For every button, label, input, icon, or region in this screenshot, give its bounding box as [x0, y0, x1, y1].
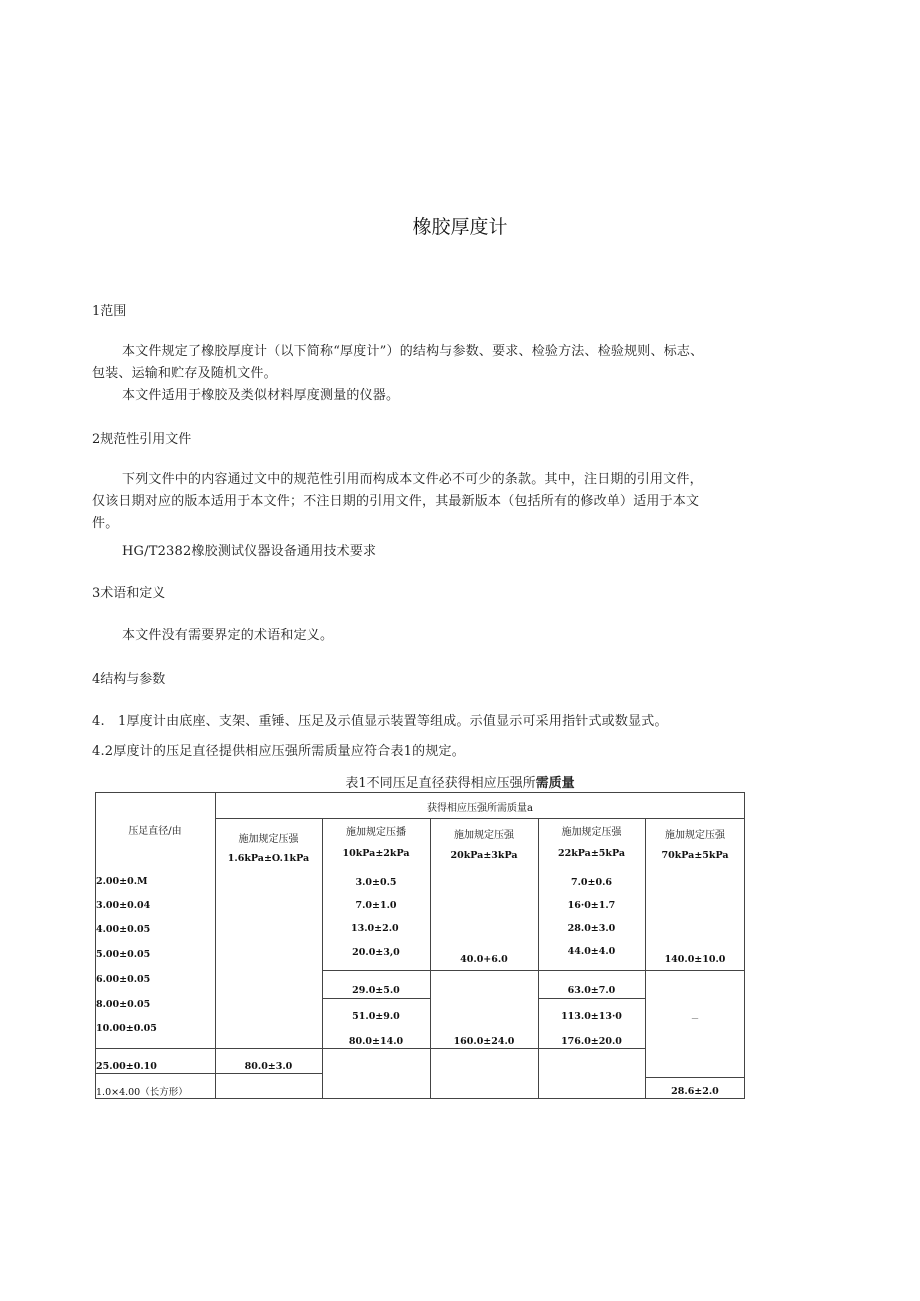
cell-70kpa: 28.6±2.0: [671, 1086, 719, 1097]
cell-70kpa: 140.0±10.0: [664, 954, 726, 965]
diameter-cell: 3.00±0.04: [96, 900, 151, 911]
table-border-left: [95, 792, 96, 1099]
table-border-bottom: [95, 1098, 745, 1099]
cell-70kpa-dash: —: [691, 1014, 699, 1022]
table-header-group-line: [215, 818, 745, 819]
section-1-para-1-line-1: 本文件规定了橡胶厚度计（以下简称“厚度计”）的结构与参数、要求、检验方法、检验规则、标志、: [122, 344, 704, 359]
cell-20kpa: 40.0+6.0: [460, 954, 508, 965]
col-10kpa-value: 10kPa±2kPa: [342, 848, 410, 859]
table-row-line-70k-a: [645, 970, 745, 971]
table-col-line-2: [322, 818, 323, 1099]
pressure-mass-table: [95, 792, 745, 1099]
col-20kpa-label: 施加规定压强: [454, 830, 514, 841]
normative-reference: HG/T2382橡胶测试仪器设备通用技术要求: [122, 544, 377, 559]
col-10kpa-label: 施加规定压播: [346, 827, 406, 838]
section-4-para-1: 4. 1厚度计由底座、支架、重锤、压足及示值显示装置等组成。示值显示可采用指针式或数显式。: [92, 714, 668, 729]
table-caption-text: 表1不同压足直径获得相应压强所: [345, 776, 536, 791]
table-header-group: 获得相应压强所需质量a: [427, 803, 533, 814]
table-row-line-rect-right: [645, 1077, 745, 1078]
section-1-para-1-line-2: 包装、运输和贮存及随机文件。: [92, 366, 277, 381]
col-20kpa-value: 20kPa±3kPa: [450, 850, 518, 861]
cell-22kpa: 113.0±13·0: [561, 1011, 622, 1022]
section-4-para-2: 4.2厚度计的压足直径提供相应压强所需质量应符合表1的规定。: [92, 744, 465, 759]
cell-22kpa: 28.0±3.0: [567, 923, 616, 934]
section-2-para-line-2: 仅该日期对应的版本适用于本文件；不注日期的引用文件，其最新版本（包括所有的修改单）适用于本文: [92, 494, 700, 509]
diameter-cell: 25.00±0.10: [96, 1061, 157, 1072]
col-70kpa-value: 70kPa±5kPa: [661, 850, 729, 861]
cell-1-6kpa: 80.0±3.0: [244, 1061, 293, 1072]
diameter-cell: 8.00±0.05: [96, 999, 151, 1010]
cell-10kpa: 3.0±0.5: [355, 877, 397, 888]
col-1-6kpa-label: 施加规定压强: [238, 834, 299, 845]
diameter-cell: 10.00±0.05: [96, 1023, 157, 1034]
section-1-heading: 1范围: [92, 304, 127, 319]
diameter-cell: 2.00±0.M: [96, 876, 148, 887]
table-row-line-20k-a: [430, 970, 538, 971]
section-3-heading: 3术语和定义: [92, 586, 166, 601]
diameter-cell: 4.00±0.05: [96, 924, 151, 935]
diameter-cell: 1.0×4.00（长方形）: [96, 1087, 188, 1098]
diameter-cell: 5.00±0.05: [96, 949, 151, 960]
col-22kpa-value: 22kPa±5kPa: [557, 848, 626, 859]
table-col-line-4: [538, 818, 539, 1099]
table-caption-bold-text: 需质量: [535, 776, 575, 791]
table-border-top: [95, 792, 745, 793]
cell-22kpa: 7.0±0.6: [570, 877, 612, 888]
cell-10kpa: 7.0±1.0: [355, 900, 397, 911]
section-3-para: 本文件没有需要界定的术语和定义。: [122, 628, 334, 643]
col-70kpa-label: 施加规定压强: [665, 830, 725, 841]
cell-10kpa: 29.0±5.0: [352, 985, 400, 996]
section-2-heading: 2规范性引用文件: [92, 432, 192, 447]
cell-20kpa: 160.0±24.0: [453, 1036, 515, 1047]
table-caption: [0, 772, 920, 791]
table-row-line-22k-b: [538, 998, 645, 999]
table-row-line-22k-a: [538, 970, 645, 971]
col-22kpa-label: 施加规定压强: [561, 827, 622, 838]
cell-22kpa: 44.0±4.0: [567, 946, 616, 957]
cell-22kpa: 63.0±7.0: [567, 985, 616, 996]
cell-10kpa: 80.0±14.0: [348, 1036, 404, 1047]
section-2-para-line-1: 下列文件中的内容通过文中的规范性引用而构成本文件必不可少的条款。其中，注日期的引用文件，: [122, 472, 703, 487]
document-title: 橡胶厚度计: [412, 216, 508, 238]
diameter-cell: 6.00±0.05: [96, 974, 151, 985]
col-1-6kpa-value: 1.6kPa±O.1kPa: [227, 853, 310, 864]
cell-10kpa: 20.0±3,0: [352, 947, 400, 958]
table-row-line-10k-b: [322, 998, 430, 999]
cell-22kpa: 16·0±1.7: [567, 900, 616, 911]
table-header-diameter: 压足直径/由: [128, 826, 182, 837]
cell-10kpa: 51.0±9.0: [352, 1011, 400, 1022]
cell-10kpa: 13.0±2.0: [351, 923, 399, 934]
table-row-line-25mm: [95, 1048, 645, 1049]
section-1-para-2: 本文件适用于橡胶及类似材料厚度测量的仪器。: [122, 388, 400, 403]
section-2-para-line-3: 件。: [92, 516, 119, 531]
table-row-line-rect-left: [95, 1073, 322, 1074]
section-4-heading: 4结构与参数: [92, 672, 166, 687]
table-row-line-10k-a: [322, 970, 430, 971]
cell-22kpa: 176.0±20.0: [561, 1036, 622, 1047]
